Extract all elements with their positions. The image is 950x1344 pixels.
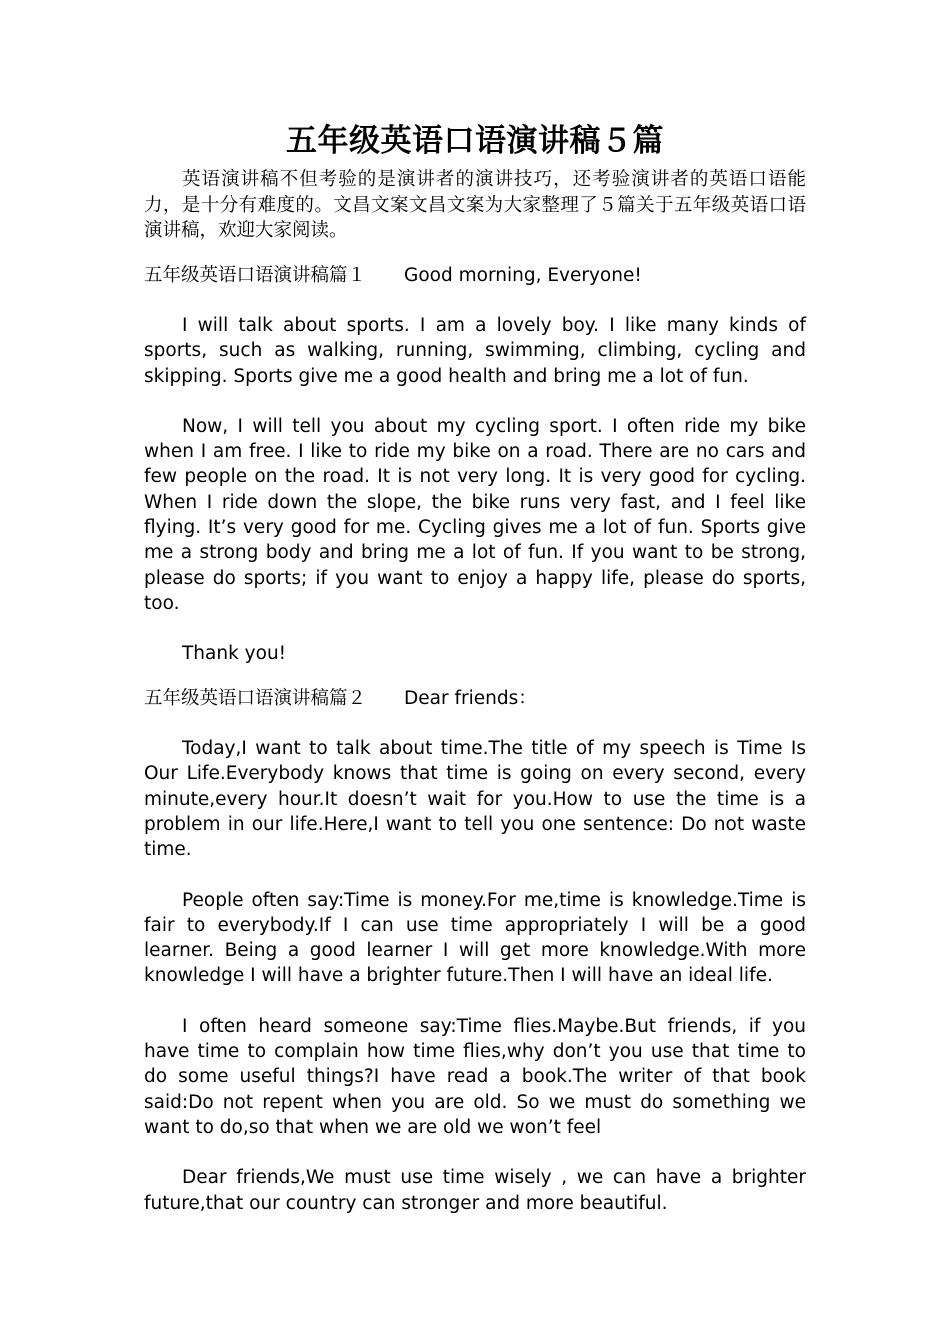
section-1-paragraph-1: I will talk about sports. I am a lovely boy. I like many kinds of sports, such as walking, running, swimming, climbing, cycling and skipping. Sports give me a good health and bring me a lot of fun.: [144, 315, 806, 387]
intro-paragraph: 英语演讲稿不但考验的是演讲者的演讲技巧，还考验演讲者的英语口语能力，是十分有难度的。文昌文案文昌文案为大家整理了５篇关于五年级英语口语演讲稿，欢迎大家阅读。: [144, 169, 806, 241]
section-1-greeting: Good morning, Everyone!: [404, 264, 642, 286]
section-2-paragraph-1: Today,I want to talk about time.The title of my speech is Time Is Our Life.Everybody knows that time is going on every second, every minute,every hour.It doesn’t wait for you.How to use the time is a problem in our life.Here,I want to tell you one sentence: Do not waste time.: [144, 738, 806, 861]
section-2-paragraph-4: Dear friends,We must use time wisely , we can have a brighter future,that our country can stronger and more beautiful.: [144, 1167, 806, 1214]
section-1-label: 五年级英语口语演讲稿篇１: [144, 264, 367, 286]
section-2-heading: [144, 686, 806, 712]
section-1-paragraph-3: Thank you!: [182, 643, 287, 665]
section-2-paragraph-2: People often say:Time is money.For me,time is knowledge.Time is fair to everybody.If I can use time appropriately I will be a good learner. Being a good learner I will get more knowledge.With more knowledge I will have a brighter future.Then I will have an ideal life.: [144, 889, 806, 987]
page-title: 五年级英语口语演讲稿５篇: [286, 123, 664, 159]
section-1-heading: [144, 263, 806, 289]
document-page: [144, 118, 806, 1216]
section-2-paragraph-3: I often heard someone say:Time flies.Maybe.But friends, if you have time to complain how time flies,why don’t you use that time to do some useful things?I have read a book.The writer of that book said:Do not repent when you are old. So we must do something we want to do,so that when we are old we won’t feel: [144, 1015, 806, 1138]
section-1-paragraph-2: Now, I will tell you about my cycling sport. I often ride my bike when I am free. I like to ride my bike on a road. There are no cars and few people on the road. It is not very long. It is very good for cycling. When I ride down the slope, the bike runs very fast, and I feel like flying. It’s very good for me. Cycling gives me a lot of fun. Sports give me a strong body and bring me a lot of fun. If you want to be strong, please do sports; if you want to enjoy a happy life, please do sports, too.: [144, 415, 806, 614]
section-2-label: 五年级英语口语演讲稿篇２: [144, 687, 367, 709]
section-2-greeting: Dear friends：: [404, 687, 537, 709]
